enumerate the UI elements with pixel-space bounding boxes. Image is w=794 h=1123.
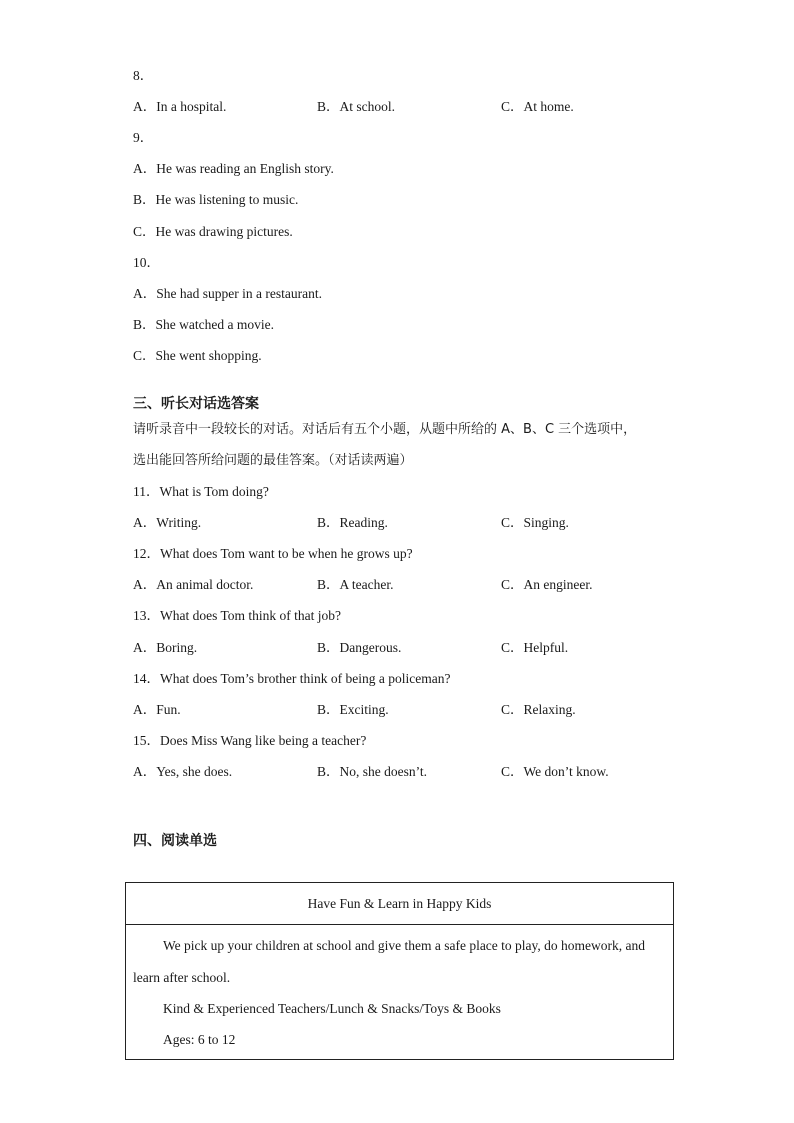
q9-option-a: A．He was reading an English story. [133,161,334,176]
section-4-heading: 四、阅读单选 [133,833,217,849]
q9-option-b: B．He was listening to music. [133,192,299,207]
q15-option-c: C．We don’t know. [501,764,609,779]
q10-option-c: C．She went shopping. [133,348,262,363]
section-3-instructions-line2: 选出能回答所给问题的最佳答案。（对话读两遍） [133,453,413,468]
q13-option-b: B．Dangerous. [317,640,402,655]
q15-option-b: B．No, she doesn’t. [317,764,427,779]
advertisement-box [125,882,674,1060]
question-8-number: 8． [133,68,154,83]
question-14: 14．What does Tom’s brother think of being a policeman? [133,671,451,686]
advertisement-body-line2: learn after school. [133,970,231,985]
advertisement-divider [126,924,673,925]
q9-option-c: C．He was drawing pictures. [133,224,293,239]
section-3-heading: 三、听长对话选答案 [133,396,259,412]
advertisement-ages: Ages: 6 to 12 [163,1032,236,1047]
q15-option-a: A．Yes, she does. [133,764,233,779]
q14-option-b: B．Exciting. [317,702,389,717]
q8-option-b: B．At school. [317,99,396,114]
advertisement-body-line1: We pick up your children at school and give them a safe place to play, do homework, and [163,938,646,953]
q11-option-a: A．Writing. [133,515,202,530]
q11-option-b: B．Reading. [317,515,388,530]
q12-option-b: B．A teacher. [317,577,394,592]
q10-option-a: A．She had supper in a restaurant. [133,286,322,301]
q8-option-c: C．At home. [501,99,574,114]
question-9-number: 9． [133,130,154,145]
q13-option-c: C．Helpful. [501,640,569,655]
section-3-instructions-line1: 请听录音中一段较长的对话。对话后有五个小题，从题中所给的 A、B、C 三个选项中， [133,422,637,437]
advertisement-features: Kind & Experienced Teachers/Lunch & Snacks/Toys & Books [163,1001,501,1016]
q14-option-a: A．Fun. [133,702,181,717]
q12-option-c: C．An engineer. [501,577,593,592]
question-13: 13．What does Tom think of that job? [133,608,342,623]
question-11: 11．What is Tom doing? [133,484,269,499]
q8-option-a: A．In a hospital. [133,99,227,114]
question-12: 12．What does Tom want to be when he grows up? [133,546,413,561]
question-10-number: 10． [133,255,160,270]
q11-option-c: C．Singing. [501,515,569,530]
q10-option-b: B．She watched a movie. [133,317,274,332]
question-15: 15．Does Miss Wang like being a teacher? [133,733,367,748]
q12-option-a: A．An animal doctor. [133,577,254,592]
q14-option-c: C．Relaxing. [501,702,576,717]
q13-option-a: A．Boring. [133,640,198,655]
advertisement-title: Have Fun & Learn in Happy Kids [307,896,492,911]
